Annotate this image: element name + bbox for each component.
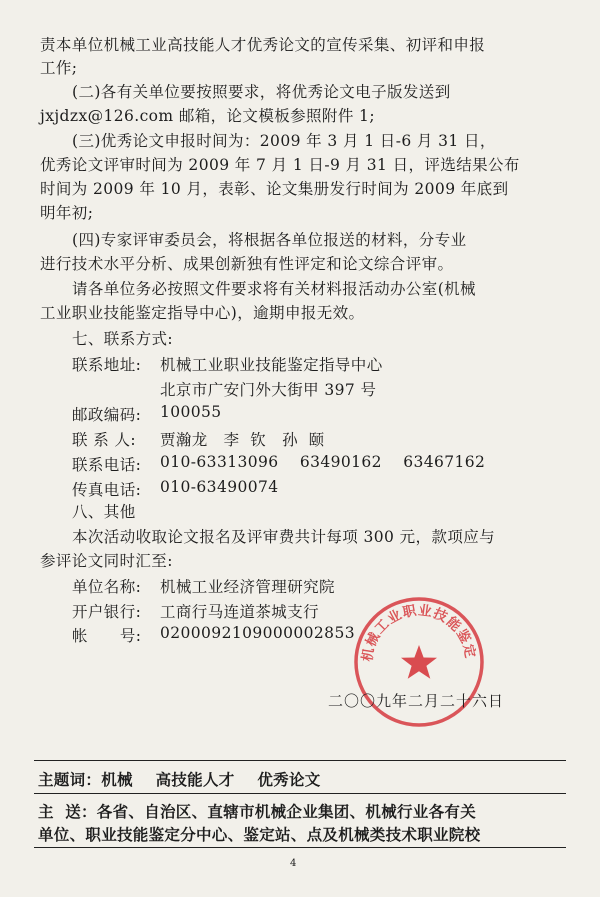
phone-values: 010-63313096 63490162 63467162: [160, 453, 486, 471]
body-line: 责本单位机械工业高技能人才优秀论文的宣传采集、初评和申报: [40, 36, 486, 54]
svg-text:机械工业职业技能鉴定指导中心: [352, 595, 479, 663]
body-line: (三)优秀论文申报时间为：2009 年 3 月 1 日-6 月 31 日，: [72, 132, 496, 150]
unit-name-value: 机械工业经济管理研究院: [160, 578, 335, 596]
address-line-2: 北京市广安门外大街甲 397 号: [160, 381, 377, 399]
section-heading: 七、联系方式:: [72, 330, 174, 348]
body-line: 工业职业技能鉴定指导中心)，逾期申报无效。: [40, 304, 365, 322]
document-date: 二〇〇九年二月二十六日: [328, 692, 505, 710]
postcode-value: 100055: [160, 403, 222, 421]
address-line-1: 机械工业职业技能鉴定指导中心: [160, 356, 383, 374]
account-value: 0200092109000002853: [160, 624, 355, 642]
fax-label: 传真电话:: [72, 481, 142, 499]
fax-value: 010-63490074: [160, 478, 279, 496]
body-line: (二)各有关单位要按照要求，将优秀论文电子版发送到: [72, 83, 451, 101]
contact-persons: 贾瀚龙 李 钦 孙 颐: [160, 431, 325, 449]
page-number: 4: [290, 858, 297, 869]
contact-person-label: 联 系 人:: [72, 431, 136, 449]
body-line: jxjdzx@126.com 邮箱，论文模板参照附件 1;: [40, 107, 375, 125]
body-line: 优秀论文评审时间为 2009 年 7 月 1 日-9 月 31 日，评选结果公布: [40, 156, 520, 174]
body-line: 参评论文同时汇至:: [40, 552, 173, 570]
address-label: 联系地址:: [72, 356, 142, 374]
recipients-line: 单位、职业技能鉴定分中心、鉴定站、点及机械类技术职业院校: [38, 825, 481, 844]
body-line: (四)专家评审委员会，将根据各单位报送的材料，分专业: [72, 231, 467, 249]
phone-label: 联系电话:: [72, 456, 142, 474]
recipients-line: 主 送：各省、自治区、直辖市机械企业集团、机械行业各有关: [38, 802, 476, 821]
body-line: 工作;: [40, 59, 78, 77]
divider-rule: [34, 847, 566, 848]
seal-text: 机械工业职业技能鉴定: [359, 602, 479, 663]
divider-rule: [34, 793, 566, 794]
bank-value: 工商行马连道茶城支行: [160, 603, 320, 621]
section-heading: 八、其他: [72, 503, 136, 521]
body-line: 本次活动收取论文报名及评审费共计每项 300 元，款项应与: [72, 528, 496, 546]
body-line: 请各单位务必按照文件要求将有关材料报活动办公室(机械: [72, 280, 476, 298]
unit-name-label: 单位名称:: [72, 578, 142, 596]
postcode-label: 邮政编码:: [72, 406, 142, 424]
bank-label: 开户银行:: [72, 603, 142, 621]
body-line: 进行技术水平分析、成果创新独有性评定和论文综合评审。: [40, 255, 454, 273]
body-line: 时间为 2009 年 10 月，表彰、论文集册发行时间为 2009 年底到: [40, 180, 509, 198]
account-label: 帐 号:: [72, 627, 142, 645]
keywords-line: 主题词：机械 高技能人才 优秀论文: [38, 770, 321, 789]
body-line: 明年初;: [40, 204, 94, 222]
divider-rule: [34, 760, 566, 761]
